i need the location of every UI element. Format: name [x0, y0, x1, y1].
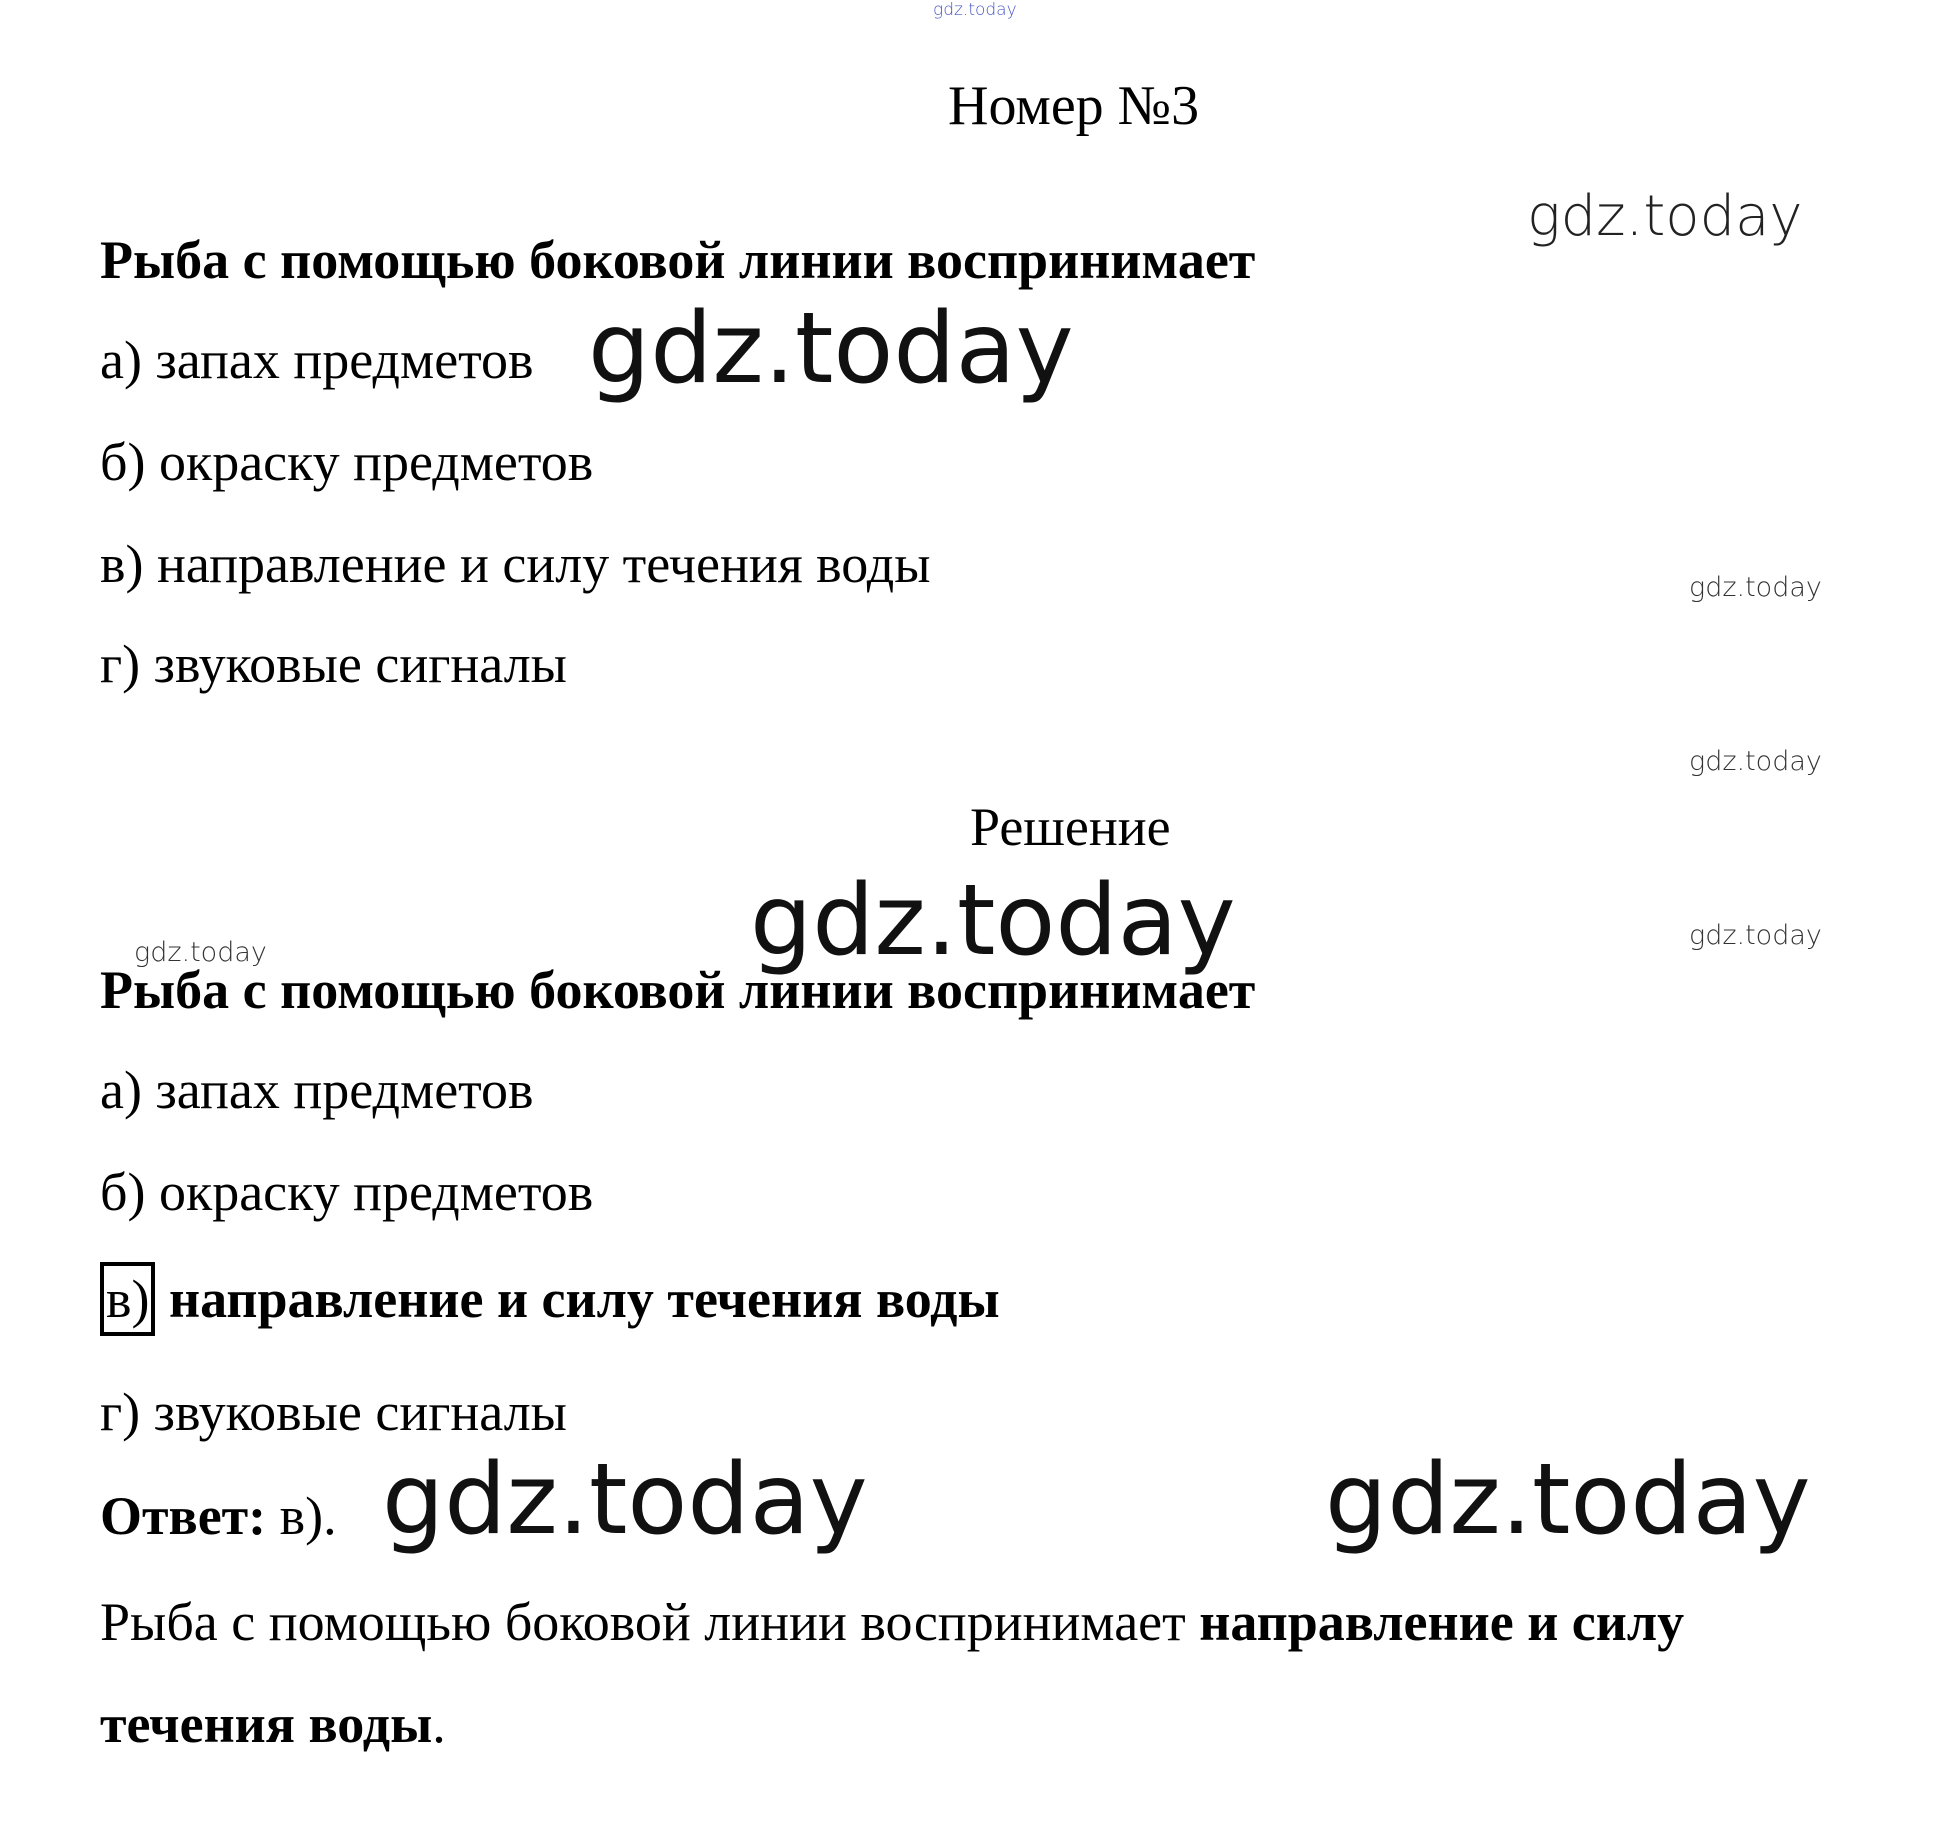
watermark-upper-right: gdz.today	[1527, 184, 1803, 249]
correct-option-text: направление и силу течения воды	[168, 1269, 1000, 1329]
question-option-d: г) звуковые сигналы	[100, 634, 567, 694]
watermark-right-small-2: gdz.today	[1689, 746, 1822, 777]
watermark-right-small-3: gdz.today	[1689, 920, 1822, 951]
watermark-answer-big-2: gdz.today	[1325, 1443, 1811, 1557]
watermark-right-small-1: gdz.today	[1689, 572, 1822, 603]
explanation-bold-2: течения воды	[100, 1694, 433, 1754]
solution-option-c	[100, 1262, 1000, 1336]
solution-option-b: б) окраску предметов	[100, 1162, 594, 1222]
watermark-inline-big: gdz.today	[588, 292, 1074, 406]
explanation-line-2	[100, 1694, 446, 1754]
solution-option-d: г) звуковые сигналы	[100, 1382, 567, 1442]
correct-option-marker: в)	[100, 1262, 155, 1336]
solution-option-a: а) запах предметов	[100, 1060, 534, 1120]
explanation-plain: Рыба с помощью боковой линии воспринимает	[100, 1592, 1200, 1652]
explanation-end: .	[432, 1694, 446, 1754]
watermark-left-small: gdz.today	[134, 937, 267, 968]
question-option-b: б) окраску предметов	[100, 432, 594, 492]
answer-value: в).	[279, 1486, 337, 1546]
question-option-c: в) направление и силу течения воды	[100, 534, 931, 594]
question-prompt: Рыба с помощью боковой линии воспринимает	[100, 230, 1256, 290]
solution-heading: Решение	[970, 797, 1171, 857]
explanation-bold-1: направление и силу	[1199, 1592, 1685, 1652]
answer-line	[100, 1486, 337, 1546]
watermark-center-big: gdz.today	[750, 864, 1236, 978]
explanation-line-1	[100, 1592, 1684, 1652]
watermark-top: gdz.today	[933, 0, 1017, 20]
question-option-a: а) запах предметов	[100, 330, 534, 390]
answer-label: Ответ:	[100, 1486, 267, 1546]
page-title: Номер №3	[948, 75, 1200, 137]
watermark-answer-big-1: gdz.today	[382, 1443, 868, 1557]
solution-prompt: Рыба с помощью боковой линии воспринимает	[100, 960, 1256, 1020]
